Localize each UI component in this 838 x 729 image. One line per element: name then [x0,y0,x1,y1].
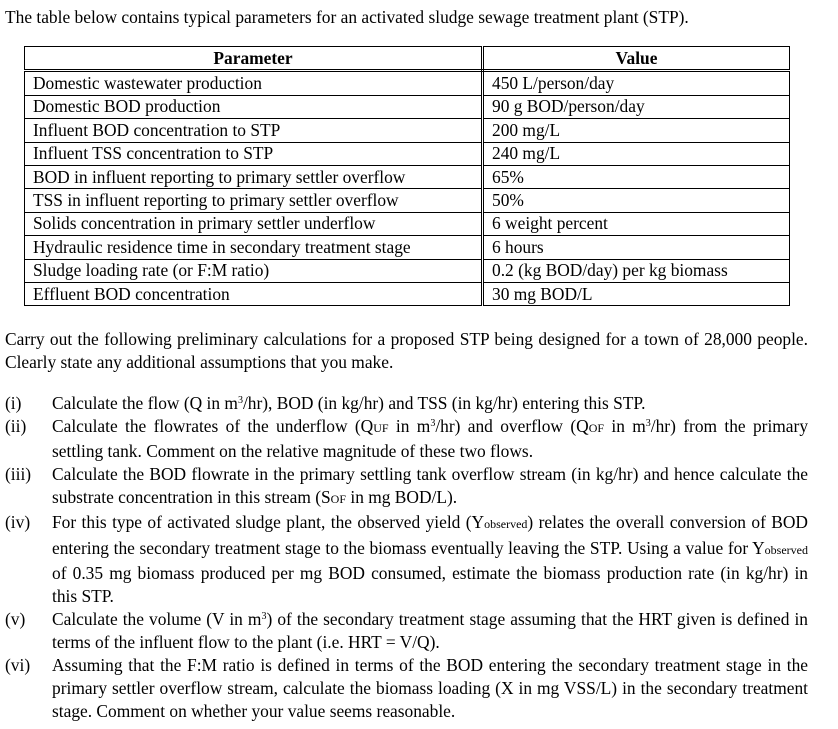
parameter-cell: Influent TSS concentration to STP [25,142,483,165]
parameter-cell: Domestic wastewater production [25,71,483,95]
value-cell: 30 mg BOD/L [483,282,790,305]
question-text: Calculate the volume (V in $m^3$) of the secondary treatment stage assuming that the HRT given is defined in terms of the influent flow to the plant (i.e. HRT = V/Q). [52,608,809,652]
value-cell: 6 hours [483,236,790,259]
value-cell: 6 weight percent [483,212,790,235]
task-paragraph: Carry out the following preliminary calculations for a proposed STP being designed for a town of 28,000 people. Clearly state any additional assumptions that you make. [5,329,808,372]
table-row [25,165,790,188]
question-item [5,463,808,511]
question-item [5,415,808,463]
question-text: Calculate the flowrates of the underflow (QUF in $m^3/hr$) and overflow (QOF in $m^3/hr$) from the primary settling tank. Comment on the relative magnitude of these two flows. [52,416,809,462]
table-body [25,71,790,306]
question-item [5,608,808,654]
header-parameter: Parameter [25,47,483,71]
question-number: (iv) [5,512,31,533]
table-row [25,142,790,165]
table-row [25,189,790,212]
question-text: Assuming that the F:M ratio is defined in terms of the BOD entering the secondary treatment stage in the primary settler overflow stream, calculate the biomass loading (X in mg VSS/L) in the secondary treatment stage. Comment on whether your value seems reasonable. [52,655,808,722]
parameter-cell: Effluent BOD concentration [25,282,483,305]
parameter-cell: Influent BOD concentration to STP [25,119,483,142]
parameter-cell: Sludge loading rate (or F:M ratio) [25,259,483,282]
parameter-table [24,46,790,306]
question-number: (i) [5,393,22,413]
question-list [5,392,808,723]
question-item [5,654,808,723]
parameter-cell: Domestic BOD production [25,95,483,118]
question-item [5,392,808,415]
table-row [25,282,790,305]
table-row [25,259,790,282]
table-row [25,119,790,142]
question-text: For this type of activated sludge plant, the observed yield (Yobserved) relates the overall conversion of BOD entering the secondary treatment stage to the biomass eventually leaving the STP. Using a value for Yobserved of 0.35 mg biomass produced per mg BOD consumed, estimate the biomass production rate (in kg/hr) in this STP. [52,512,808,606]
value-cell: 200 mg/L [483,119,790,142]
parameter-cell: Hydraulic residence time in secondary treatment stage [25,236,483,259]
value-cell: 450 L/person/day [483,71,790,95]
table-header-row [25,47,790,71]
table-row [25,95,790,118]
parameter-cell: Solids concentration in primary settler underflow [25,212,483,235]
value-cell: 0.2 (kg BOD/day) per kg biomass [483,259,790,282]
question-number: (iii) [5,464,32,485]
value-cell: 50% [483,189,790,212]
value-cell: 65% [483,165,790,188]
question-number: (vi) [5,655,31,676]
table-row [25,236,790,259]
header-value: Value [483,47,790,71]
value-cell: 90 g BOD/person/day [483,95,790,118]
question-number: (ii) [5,416,27,437]
question-text: Calculate the flow (Q in $m^3/hr$), BOD (in kg/hr) and TSS (in kg/hr) entering this STP. [52,393,646,413]
table-row [25,212,790,235]
parameter-cell: TSS in influent reporting to primary settler overflow [25,189,483,212]
table-row [25,71,790,95]
question-text: Calculate the BOD flowrate in the primary settling tank overflow stream (in kg/hr) and hence calculate the substrate concentration in this stream (SOF in mg BOD/L). [52,464,808,508]
parameter-cell: BOD in influent reporting to primary settler overflow [25,165,483,188]
question-number: (v) [5,608,26,629]
intro-text: The table below contains typical parameters for an activated sludge sewage treatment plant (STP). [5,7,689,27]
question-item [5,511,808,607]
value-cell: 240 mg/L [483,142,790,165]
